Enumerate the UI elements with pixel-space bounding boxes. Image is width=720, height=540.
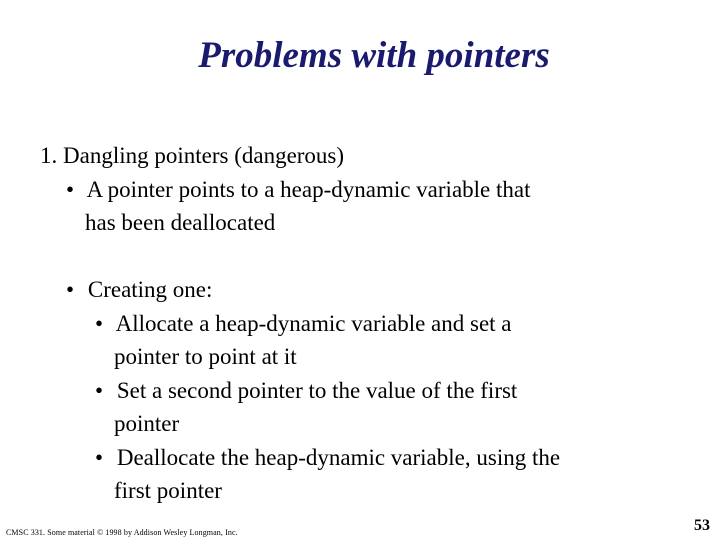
list-item: [95, 374, 517, 408]
list-item: [66, 273, 212, 307]
slide-title: Problems with pointers: [198, 35, 550, 76]
list-item: [95, 307, 512, 341]
bullet-icon: •: [95, 310, 104, 336]
list-item-text: pointer: [114, 411, 180, 436]
slide-footer: CMSC 331. Some material © 1998 by Addison Wesley Longman, Inc.: [6, 528, 238, 537]
list-number: 1.: [40, 143, 58, 168]
list-item: [66, 173, 531, 207]
page-number: 53: [694, 517, 710, 534]
bullet-icon: •: [95, 377, 104, 403]
list-item-text: Creating one:: [87, 277, 213, 302]
list-item-text: Set a second pointer to the value of the first: [116, 377, 518, 403]
list-item-text: first pointer: [114, 478, 222, 503]
list-item: [95, 441, 560, 475]
bullet-icon: •: [66, 176, 75, 202]
list-item-continuation: [114, 474, 222, 508]
list-item-continuation: [114, 407, 179, 441]
list-item-continuation: [114, 340, 297, 374]
list-item-text: Deallocate the heap-dynamic variable, using the: [116, 444, 561, 470]
list-item-text: A pointer points to a heap-dynamic variable that: [86, 176, 531, 202]
list-item: [40, 139, 344, 173]
list-item-text: Allocate a heap-dynamic variable and set a: [115, 310, 512, 336]
list-item-continuation: [85, 206, 275, 240]
bullet-icon: •: [66, 277, 75, 302]
list-item-text: has been deallocated: [85, 210, 276, 235]
list-item-text: Dangling pointers (dangerous): [63, 143, 345, 168]
bullet-icon: •: [95, 444, 104, 470]
list-item-text: pointer to point at it: [114, 344, 297, 369]
